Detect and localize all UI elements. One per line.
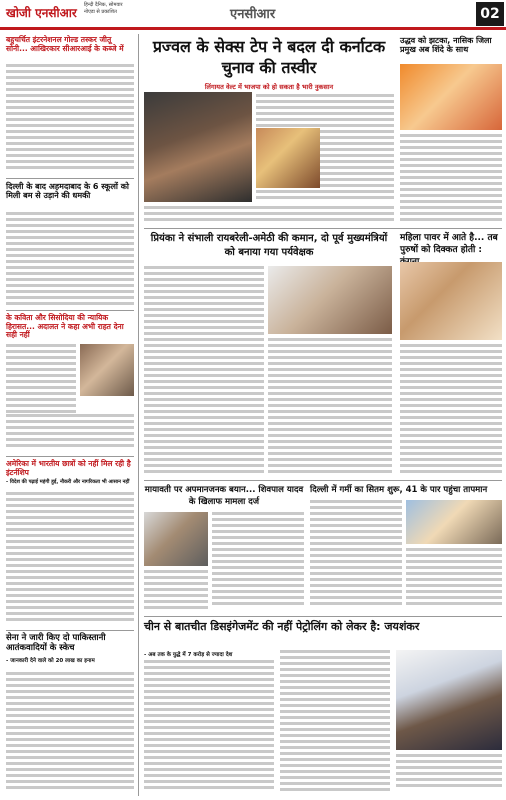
divider [6,630,134,631]
story-gold-smuggler-headline: बहुचर्चित इंटरनेशनल गोल्ड तस्कर जीतू सोनी... आखिरकार सीआरआई के कब्जे में [6,35,124,53]
heat-headline: दिल्ली में गर्मी का सितम शुरू, 41 के पार पहुंचा तापमान [310,485,488,495]
uddhav-photo [400,64,502,130]
story-us-internship-body [6,492,134,628]
kangana-body [400,344,502,476]
heat-body-left [310,500,402,612]
divider [144,228,502,229]
china-headline: चीन से बातचीत डिसइंगेजमेंट की नहीं पेट्रोलिंग को लेकर है: जयशंकर [144,620,420,633]
lead-body-bottom [144,206,394,224]
column-rule [138,34,139,796]
uddhav-body [400,134,502,226]
meta-line-2: नोएडा से प्रकाशित [84,9,117,15]
priyanka-body-left [144,266,264,476]
priyanka-body-right [268,338,392,476]
heat-body-right [406,548,502,612]
mayawati-photo [144,512,208,566]
divider [144,480,502,481]
story-kavitha-headline: के कविता और सिसोदिया की न्यायिक हिरासत... अदालत ने कहा अभी राहत देना सही नहीं [6,313,124,340]
brand-name: खोजी एनसीआर [6,6,77,20]
kangana-photo [400,262,502,340]
heat-photo [406,500,502,544]
story-gold-smuggler-body [6,64,134,174]
mayawati-body-right [212,512,304,612]
china-sub: - अब तक के युद्धे में 7 करोड़ से ज्यादा देश [144,652,233,658]
meta-line-1: हिन्दी दैनिक, सोमवार [84,2,123,8]
story-army-sketch-body [6,672,134,794]
lead-photo-prajwal [144,92,252,202]
divider [144,616,502,617]
kavitha-photo [80,344,134,396]
page-number: 02 [476,2,504,26]
lead-kicker: लिंगायत वेल्ट में भाजपा को हो सकता है भारी नुकसान [204,83,334,91]
masthead-bar [0,0,506,30]
china-body-left [144,660,274,794]
story-bomb-threat-headline: दिल्ली के बाद अहमदाबाद के 6 स्कूलों को मिली बम से उड़ाने की धमकी [6,182,129,201]
kangana-headline: महिला पावर में आते है... तब पुरुषों को दिक्कत होती : [400,233,498,255]
story-kavitha-body [6,344,76,414]
priyanka-headline: प्रियंका ने संभाली रायबरेली-अमेठी की कमान, दो पूर्व मुख्यमंत्रियों को बनाया गया पर्यवेक्षक [150,233,388,258]
edition-meta [84,2,123,16]
jaishankar-photo [396,650,502,750]
story-army-sketch-headline: सेना ने जारी किए दो पाकिस्तानी आतंकवादियों के स्केच [6,633,106,653]
uddhav-headline: उद्धव को झटका, नासिक जिला प्रमुख अब शिंदे के साथ [400,36,492,55]
china-body-mid [280,650,390,794]
divider [6,456,134,457]
story-army-sketch-sub: - जानकारी देने वाले को 20 लाख का इनाम [6,657,95,664]
priyanka-photo [268,266,392,334]
mayawati-body-left [144,570,208,612]
lead-photo-crowd [256,128,320,188]
divider [6,178,134,179]
mayawati-headline: मायावती पर अपमानजनक बयान... शिवपाल यादव के खिलाफ मामला दर्ज [144,485,304,507]
left-column [6,36,134,53]
story-us-internship-headline: अमेरिका में भारतीय छात्रों को नहीं मिल रही है इंटर्नशिप [6,459,131,477]
lead-headline: प्रज्वल के सेक्स टेप ने बदल दी कर्नाटक चुनाव की तस्वीर [152,37,386,77]
china-body-right [396,754,502,794]
divider [6,310,134,311]
section-name: एनसीआर [230,7,276,22]
story-us-internship-sub: - विदेश की पढ़ाई महंगी हुई, नौकरी और नागरिकता भी आसान नहीं [6,479,130,486]
story-kavitha-body-cont [6,414,134,454]
story-bomb-threat-body [6,212,134,308]
